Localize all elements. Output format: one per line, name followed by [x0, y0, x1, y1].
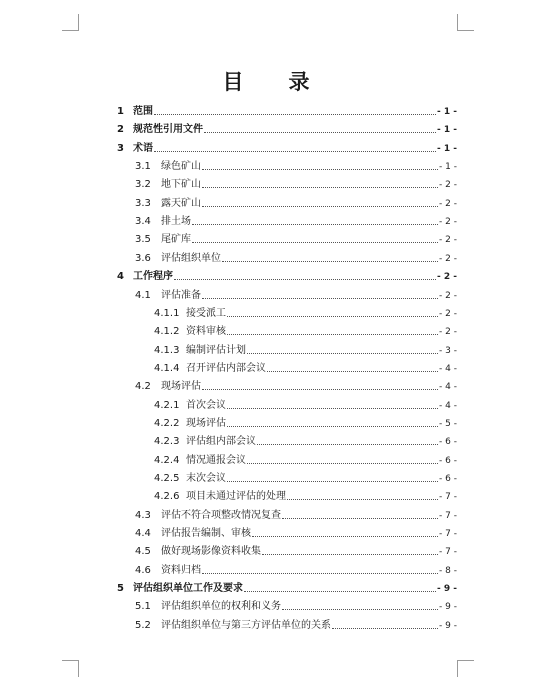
- toc-dot-leader: [282, 517, 438, 519]
- toc-dot-leader: [202, 205, 438, 207]
- toc-entry[interactable]: [135, 155, 457, 173]
- toc-dot-leader: [202, 186, 438, 188]
- toc-entry-number: 4.6: [135, 564, 151, 576]
- toc-entry-title: 资料审核: [186, 326, 226, 338]
- toc-entry-number: 4.2: [135, 381, 151, 393]
- toc-entry-page-number: - 1 -: [437, 107, 457, 117]
- toc-dot-leader: [202, 297, 438, 299]
- toc-entry[interactable]: [154, 430, 457, 448]
- toc-dot-leader: [222, 260, 438, 262]
- toc-entry-page-number: - 1 -: [439, 162, 457, 173]
- toc-entry-page-number: - 9 -: [439, 620, 457, 631]
- toc-entry-title: 术语: [133, 142, 153, 154]
- toc-entry-page-number: - 2 -: [439, 327, 457, 338]
- toc-entry-number: 3.6: [135, 252, 151, 264]
- toc-entry-number: 3.4: [135, 216, 151, 228]
- toc-entry[interactable]: [117, 577, 457, 595]
- toc-entry[interactable]: [135, 210, 457, 228]
- toc-entry-number: 3.3: [135, 197, 151, 209]
- toc-entry-page-number: - 4 -: [439, 400, 457, 411]
- toc-entry-page-number: - 7 -: [439, 492, 457, 503]
- toc-entry-number: 5.1: [135, 601, 151, 613]
- toc-dot-leader: [227, 333, 438, 335]
- toc-entry-title: 现场评估: [186, 417, 226, 429]
- toc-entry-page-number: - 2 -: [439, 235, 457, 246]
- toc-dot-leader: [262, 553, 438, 555]
- toc-entry[interactable]: [135, 559, 457, 577]
- toc-entry-page-number: - 6 -: [439, 474, 457, 484]
- toc-entry[interactable]: [135, 504, 457, 522]
- toc-dot-leader: [202, 572, 438, 574]
- toc-entry-page-number: - 4 -: [439, 382, 457, 393]
- toc-entry[interactable]: [135, 522, 457, 540]
- toc-entry[interactable]: [117, 118, 457, 136]
- toc-entry[interactable]: [154, 339, 457, 357]
- toc-dot-leader: [257, 443, 438, 445]
- toc-dot-leader: [192, 241, 438, 243]
- toc-entry-number: 1: [117, 106, 124, 117]
- toc-entry-title: 情况通报会议: [186, 454, 246, 466]
- toc-entry-page-number: - 2 -: [437, 272, 457, 283]
- toc-entry-title: 评估组织单位与第三方评估单位的关系: [161, 619, 331, 631]
- toc-entry[interactable]: [154, 357, 457, 375]
- toc-entry-page-number: - 2 -: [439, 180, 457, 191]
- toc-entry-page-number: - 2 -: [439, 290, 457, 301]
- toc-dot-leader: [287, 498, 438, 500]
- toc-entry[interactable]: [154, 449, 457, 467]
- toc-dot-leader: [247, 462, 438, 464]
- toc-entry-title: 绿色矿山: [161, 161, 201, 173]
- toc-entry-number: 4.2.6: [154, 491, 180, 503]
- toc-entry-page-number: - 9 -: [437, 584, 457, 595]
- toc-entry-number: 2: [117, 124, 124, 136]
- toc-entry-page-number: - 7 -: [439, 529, 457, 540]
- toc-entry-number: 3: [117, 142, 124, 154]
- toc-entry-page-number: - 5 -: [439, 418, 457, 429]
- toc-entry-title: 评估报告编制、审核: [161, 528, 251, 540]
- crop-mark-top-right: [457, 14, 474, 31]
- toc-dot-leader: [267, 370, 438, 372]
- toc-entry-number: 3.2: [135, 179, 151, 191]
- toc-entry-title: 排土场: [161, 216, 191, 228]
- toc-entry-page-number: - 2 -: [439, 308, 457, 319]
- toc-entry-number: 5: [117, 583, 124, 595]
- toc-entry-title: 末次会议: [186, 473, 226, 484]
- toc-entry-title: 召开评估内部会议: [186, 362, 266, 374]
- toc-entry[interactable]: [135, 247, 457, 265]
- toc-entry-title: 露天矿山: [161, 197, 201, 209]
- toc-entry[interactable]: [154, 320, 457, 338]
- toc-entry[interactable]: [117, 100, 457, 118]
- toc-entry-number: 4.2.4: [154, 454, 180, 466]
- toc-entry[interactable]: [117, 265, 457, 283]
- crop-mark-bottom-left: [62, 660, 79, 677]
- toc-entry-number: 4.2.5: [154, 473, 180, 484]
- toc-dot-leader: [154, 150, 436, 152]
- toc-entry-title: 编制评估计划: [186, 344, 246, 356]
- toc-entry-page-number: - 2 -: [439, 217, 457, 228]
- toc-entry-number: 3.5: [135, 234, 151, 246]
- toc-entry-page-number: - 3 -: [439, 345, 457, 356]
- toc-entry[interactable]: [154, 467, 457, 485]
- toc-entry[interactable]: [135, 614, 457, 632]
- toc-entry-title: 评估准备: [161, 289, 201, 301]
- toc-entry-page-number: - 7 -: [439, 547, 457, 558]
- title-char-2: 录: [288, 70, 311, 94]
- toc-entry-number: 4.5: [135, 546, 151, 558]
- toc-entry-page-number: - 9 -: [439, 602, 457, 613]
- toc-entry-number: 5.2: [135, 619, 151, 631]
- toc-dot-leader: [204, 131, 436, 133]
- toc-entry-page-number: - 6 -: [439, 437, 457, 448]
- toc-entry-page-number: - 8 -: [439, 565, 457, 576]
- toc-dot-leader: [244, 590, 436, 592]
- toc-entry-title: 评估组织单位的权利和义务: [161, 601, 281, 613]
- toc-entry-page-number: - 6 -: [439, 455, 457, 466]
- toc-dot-leader: [174, 278, 436, 280]
- toc-entry-title: 资料归档: [161, 564, 201, 576]
- toc-entry-page-number: - 7 -: [439, 510, 457, 521]
- toc-entry-title: 接受派工: [186, 307, 226, 319]
- toc-entry-title: 工作程序: [133, 271, 173, 283]
- toc-dot-leader: [227, 425, 438, 427]
- toc-dot-leader: [227, 480, 438, 482]
- toc-entry-number: 4.1.4: [154, 362, 180, 374]
- toc-entry[interactable]: [135, 375, 457, 393]
- toc-dot-leader: [202, 388, 438, 390]
- toc-entry[interactable]: [117, 137, 457, 155]
- toc-entry-title: 评估组内部会议: [186, 436, 256, 448]
- toc-entry-title: 评估组织单位: [161, 252, 221, 264]
- toc-entry-number: 4.1.1: [154, 307, 180, 319]
- toc-dot-leader: [332, 627, 438, 629]
- toc-entry-page-number: - 4 -: [439, 363, 457, 374]
- toc-entry[interactable]: [154, 485, 457, 503]
- toc-entry-number: 4.3: [135, 509, 151, 521]
- toc-dot-leader: [227, 407, 438, 409]
- toc-entry-title: 范围: [133, 106, 153, 117]
- toc-entry[interactable]: [154, 394, 457, 412]
- toc-entry-number: 4.4: [135, 528, 151, 540]
- toc-entry-number: 4.1.2: [154, 326, 180, 338]
- toc-entry-title: 现场评估: [161, 381, 201, 393]
- toc-entry[interactable]: [135, 595, 457, 613]
- toc-entry-title: 评估组织单位工作及要求: [133, 583, 243, 595]
- toc-dot-leader: [154, 113, 436, 115]
- toc-entry[interactable]: [154, 412, 457, 430]
- toc-entry[interactable]: [135, 284, 457, 302]
- toc-dot-leader: [192, 223, 438, 225]
- toc-entry[interactable]: [135, 540, 457, 558]
- crop-mark-top-left: [62, 14, 79, 31]
- toc-dot-leader: [282, 608, 438, 610]
- toc-entry-title: 做好现场影像资料收集: [161, 546, 261, 558]
- toc-entry-title: 项目未通过评估的处理: [186, 491, 286, 503]
- toc-entry[interactable]: [135, 192, 457, 210]
- toc-entry-number: 4.1.3: [154, 344, 180, 356]
- crop-mark-bottom-right: [457, 660, 474, 677]
- toc-entry[interactable]: [135, 228, 457, 246]
- toc-entry-number: 4: [117, 271, 124, 283]
- page-title: [0, 66, 533, 96]
- toc-entry-title: 尾矿库: [161, 234, 191, 246]
- toc-dot-leader: [247, 352, 438, 354]
- toc-entry-number: 4.1: [135, 289, 151, 301]
- toc-entry-page-number: - 2 -: [439, 198, 457, 209]
- toc-dot-leader: [227, 315, 438, 317]
- toc-entry-number: 4.2.1: [154, 399, 180, 411]
- toc-entry-title: 首次会议: [186, 399, 226, 411]
- toc-entry-title: 地下矿山: [161, 179, 201, 191]
- toc-entry-number: 4.2.3: [154, 436, 180, 448]
- toc-entry-number: 3.1: [135, 161, 151, 173]
- toc-entry-title: 评估不符合项整改情况复查: [161, 509, 281, 521]
- toc-entry[interactable]: [154, 302, 457, 320]
- toc-entry-title: 规范性引用文件: [133, 124, 203, 136]
- toc-entry[interactable]: [135, 173, 457, 191]
- toc-dot-leader: [252, 535, 438, 537]
- title-char-1: 目: [222, 70, 245, 94]
- toc-entry-number: 4.2.2: [154, 417, 180, 429]
- toc-entry-page-number: - 1 -: [437, 125, 457, 136]
- toc-dot-leader: [202, 168, 438, 170]
- toc-entry-page-number: - 2 -: [439, 253, 457, 264]
- toc-entry-page-number: - 1 -: [437, 143, 457, 154]
